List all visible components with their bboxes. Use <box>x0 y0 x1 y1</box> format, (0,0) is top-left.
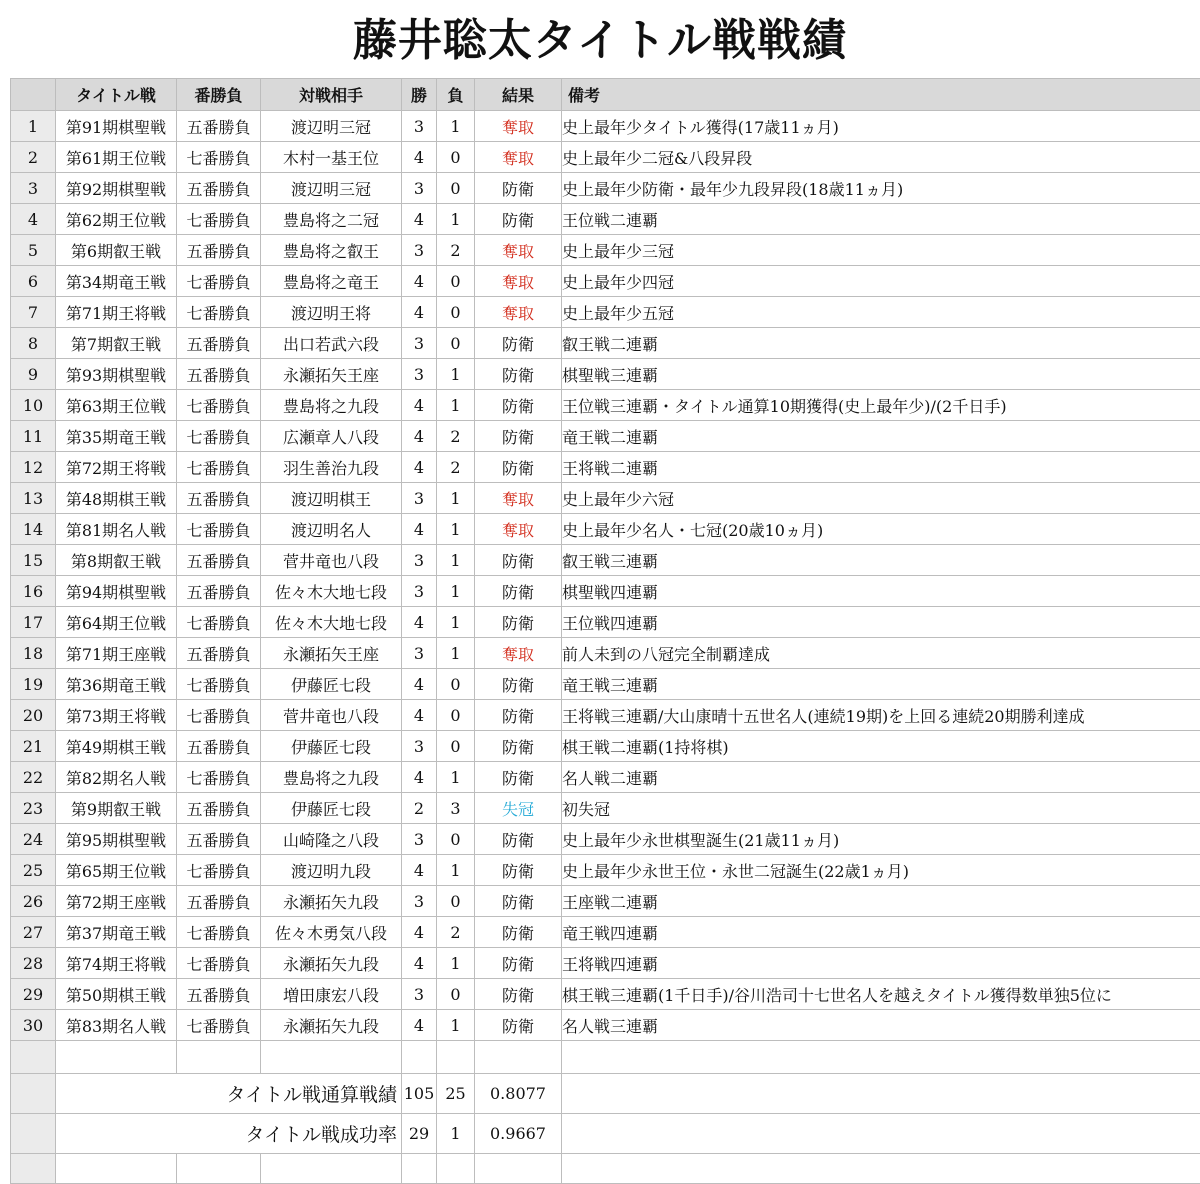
notes-cell: 王位戦三連覇・タイトル通算10期獲得(史上最年少)/(2千日手) <box>562 390 1200 421</box>
match-type-cell: 七番勝負 <box>177 142 261 173</box>
table-row <box>11 328 1200 359</box>
summary-losses: 25 <box>437 1074 475 1114</box>
wins-cell: 2 <box>402 793 437 824</box>
table-row <box>11 576 1200 607</box>
losses-cell: 1 <box>437 638 475 669</box>
result-cell: 防衛 <box>475 948 562 979</box>
notes-cell: 王将戦四連覇 <box>562 948 1200 979</box>
row-number: 16 <box>11 576 56 607</box>
row-number: 20 <box>11 700 56 731</box>
notes-cell: 史上最年少二冠&八段昇段 <box>562 142 1200 173</box>
title-cell: 第35期竜王戦 <box>56 421 177 452</box>
losses-cell: 0 <box>437 297 475 328</box>
losses-cell: 0 <box>437 173 475 204</box>
title-cell: 第8期叡王戦 <box>56 545 177 576</box>
title-cell: 第9期叡王戦 <box>56 793 177 824</box>
row-number: 1 <box>11 111 56 142</box>
summary-wins: 29 <box>402 1114 437 1154</box>
losses-cell: 0 <box>437 669 475 700</box>
row-number: 27 <box>11 917 56 948</box>
wins-cell: 4 <box>402 390 437 421</box>
row-number: 15 <box>11 545 56 576</box>
blank-row <box>11 1041 1200 1074</box>
losses-cell: 2 <box>437 421 475 452</box>
match-type-cell: 五番勝負 <box>177 793 261 824</box>
result-cell: 防衛 <box>475 421 562 452</box>
header-row <box>11 79 1200 111</box>
match-type-cell: 七番勝負 <box>177 452 261 483</box>
notes-cell: 王位戦二連覇 <box>562 204 1200 235</box>
match-type-cell: 五番勝負 <box>177 235 261 266</box>
table-row <box>11 235 1200 266</box>
row-number: 21 <box>11 731 56 762</box>
result-cell: 奪取 <box>475 483 562 514</box>
result-cell: 防衛 <box>475 390 562 421</box>
row-number: 24 <box>11 824 56 855</box>
title-cell: 第64期王位戦 <box>56 607 177 638</box>
match-type-cell: 七番勝負 <box>177 421 261 452</box>
losses-cell: 1 <box>437 762 475 793</box>
losses-cell: 3 <box>437 793 475 824</box>
title-cell: 第81期名人戦 <box>56 514 177 545</box>
match-type-cell: 五番勝負 <box>177 576 261 607</box>
notes-cell: 棋聖戦三連覇 <box>562 359 1200 390</box>
wins-cell: 3 <box>402 235 437 266</box>
title-cell: 第93期棋聖戦 <box>56 359 177 390</box>
title-cell: 第72期王将戦 <box>56 452 177 483</box>
losses-cell: 1 <box>437 1010 475 1041</box>
result-cell: 奪取 <box>475 638 562 669</box>
opponent-cell: 永瀬拓矢王座 <box>261 638 402 669</box>
opponent-cell: 渡辺明九段 <box>261 855 402 886</box>
match-type-cell: 五番勝負 <box>177 638 261 669</box>
match-type-cell: 五番勝負 <box>177 111 261 142</box>
losses-cell: 2 <box>437 452 475 483</box>
result-cell: 奪取 <box>475 142 562 173</box>
result-cell: 奪取 <box>475 235 562 266</box>
table-row <box>11 297 1200 328</box>
match-type-cell: 五番勝負 <box>177 545 261 576</box>
result-cell: 防衛 <box>475 1010 562 1041</box>
title-cell: 第6期叡王戦 <box>56 235 177 266</box>
title-cell: 第34期竜王戦 <box>56 266 177 297</box>
notes-cell: 王座戦二連覇 <box>562 886 1200 917</box>
summary-wins: 105 <box>402 1074 437 1114</box>
table-row <box>11 886 1200 917</box>
table-row <box>11 700 1200 731</box>
losses-cell: 2 <box>437 235 475 266</box>
row-number: 14 <box>11 514 56 545</box>
wins-cell: 4 <box>402 762 437 793</box>
result-cell: 奪取 <box>475 266 562 297</box>
table-row <box>11 173 1200 204</box>
summary-losses: 1 <box>437 1114 475 1154</box>
losses-cell: 1 <box>437 948 475 979</box>
match-type-cell: 七番勝負 <box>177 948 261 979</box>
blank-row <box>11 1154 1200 1184</box>
result-cell: 防衛 <box>475 204 562 235</box>
opponent-cell: 山崎隆之八段 <box>261 824 402 855</box>
notes-cell: 史上最年少永世王位・永世二冠誕生(22歳1ヵ月) <box>562 855 1200 886</box>
losses-cell: 2 <box>437 917 475 948</box>
row-number: 19 <box>11 669 56 700</box>
row-number: 11 <box>11 421 56 452</box>
table-row <box>11 111 1200 142</box>
title-cell: 第74期王将戦 <box>56 948 177 979</box>
opponent-cell: 豊島将之二冠 <box>261 204 402 235</box>
losses-cell: 1 <box>437 111 475 142</box>
opponent-cell: 羽生善治九段 <box>261 452 402 483</box>
opponent-cell: 永瀬拓矢九段 <box>261 948 402 979</box>
losses-cell: 0 <box>437 979 475 1010</box>
losses-cell: 0 <box>437 266 475 297</box>
losses-cell: 0 <box>437 824 475 855</box>
notes-cell: 竜王戦四連覇 <box>562 917 1200 948</box>
title-cell: 第83期名人戦 <box>56 1010 177 1041</box>
wins-cell: 4 <box>402 297 437 328</box>
row-number: 28 <box>11 948 56 979</box>
notes-cell: 王将戦三連覇/大山康晴十五世名人(連続19期)を上回る連続20期勝利達成 <box>562 700 1200 731</box>
header-losses: 負 <box>437 79 475 111</box>
result-cell: 防衛 <box>475 545 562 576</box>
row-number: 29 <box>11 979 56 1010</box>
header-opponent: 対戦相手 <box>261 79 402 111</box>
title-cell: 第48期棋王戦 <box>56 483 177 514</box>
match-type-cell: 七番勝負 <box>177 390 261 421</box>
wins-cell: 4 <box>402 452 437 483</box>
title-cell: 第94期棋聖戦 <box>56 576 177 607</box>
losses-cell: 1 <box>437 483 475 514</box>
losses-cell: 1 <box>437 545 475 576</box>
notes-cell: 史上最年少三冠 <box>562 235 1200 266</box>
table-row <box>11 607 1200 638</box>
result-cell: 奪取 <box>475 297 562 328</box>
result-cell: 防衛 <box>475 173 562 204</box>
result-cell: 奪取 <box>475 111 562 142</box>
row-number: 7 <box>11 297 56 328</box>
table-row <box>11 421 1200 452</box>
wins-cell: 3 <box>402 731 437 762</box>
wins-cell: 4 <box>402 948 437 979</box>
notes-cell: 王将戦二連覇 <box>562 452 1200 483</box>
table-row <box>11 948 1200 979</box>
table-row <box>11 762 1200 793</box>
notes-cell: 史上最年少五冠 <box>562 297 1200 328</box>
title-cell: 第82期名人戦 <box>56 762 177 793</box>
losses-cell: 0 <box>437 731 475 762</box>
notes-cell: 初失冠 <box>562 793 1200 824</box>
result-cell: 失冠 <box>475 793 562 824</box>
wins-cell: 4 <box>402 421 437 452</box>
row-number: 6 <box>11 266 56 297</box>
match-type-cell: 五番勝負 <box>177 886 261 917</box>
row-number: 9 <box>11 359 56 390</box>
opponent-cell: 渡辺明三冠 <box>261 111 402 142</box>
opponent-cell: 豊島将之九段 <box>261 390 402 421</box>
table-row <box>11 855 1200 886</box>
title-cell: 第71期王将戦 <box>56 297 177 328</box>
wins-cell: 4 <box>402 855 437 886</box>
losses-cell: 0 <box>437 700 475 731</box>
notes-cell: 史上最年少永世棋聖誕生(21歳11ヵ月) <box>562 824 1200 855</box>
match-type-cell: 五番勝負 <box>177 328 261 359</box>
row-number: 3 <box>11 173 56 204</box>
row-number: 25 <box>11 855 56 886</box>
wins-cell: 3 <box>402 824 437 855</box>
match-type-cell: 七番勝負 <box>177 204 261 235</box>
row-number: 4 <box>11 204 56 235</box>
wins-cell: 3 <box>402 328 437 359</box>
opponent-cell: 出口若武六段 <box>261 328 402 359</box>
match-type-cell: 五番勝負 <box>177 979 261 1010</box>
match-type-cell: 五番勝負 <box>177 173 261 204</box>
match-type-cell: 五番勝負 <box>177 483 261 514</box>
table-row <box>11 793 1200 824</box>
wins-cell: 4 <box>402 669 437 700</box>
match-type-cell: 七番勝負 <box>177 669 261 700</box>
losses-cell: 1 <box>437 514 475 545</box>
title-record-table <box>10 78 1200 1184</box>
opponent-cell: 伊藤匠七段 <box>261 669 402 700</box>
result-cell: 防衛 <box>475 328 562 359</box>
table-row <box>11 824 1200 855</box>
notes-cell: 史上最年少四冠 <box>562 266 1200 297</box>
header-corner-cell <box>11 79 56 111</box>
result-cell: 防衛 <box>475 979 562 1010</box>
header-wins: 勝 <box>402 79 437 111</box>
table-row <box>11 731 1200 762</box>
table-row <box>11 204 1200 235</box>
losses-cell: 1 <box>437 204 475 235</box>
table-row <box>11 638 1200 669</box>
opponent-cell: 豊島将之九段 <box>261 762 402 793</box>
match-type-cell: 七番勝負 <box>177 607 261 638</box>
result-cell: 防衛 <box>475 762 562 793</box>
wins-cell: 4 <box>402 142 437 173</box>
result-cell: 防衛 <box>475 452 562 483</box>
notes-cell: 竜王戦二連覇 <box>562 421 1200 452</box>
opponent-cell: 渡辺明棋王 <box>261 483 402 514</box>
table-row <box>11 514 1200 545</box>
title-cell: 第36期竜王戦 <box>56 669 177 700</box>
notes-cell: 棋聖戦四連覇 <box>562 576 1200 607</box>
summary-rate: 0.9667 <box>475 1114 562 1154</box>
opponent-cell: 広瀬章人八段 <box>261 421 402 452</box>
match-type-cell: 五番勝負 <box>177 731 261 762</box>
notes-cell: 史上最年少タイトル獲得(17歳11ヵ月) <box>562 111 1200 142</box>
match-type-cell: 七番勝負 <box>177 855 261 886</box>
row-number: 10 <box>11 390 56 421</box>
result-cell: 防衛 <box>475 731 562 762</box>
summary-row-total <box>11 1074 1200 1114</box>
header-result: 結果 <box>475 79 562 111</box>
opponent-cell: 伊藤匠七段 <box>261 793 402 824</box>
row-number: 30 <box>11 1010 56 1041</box>
notes-cell: 史上最年少名人・七冠(20歳10ヵ月) <box>562 514 1200 545</box>
wins-cell: 4 <box>402 607 437 638</box>
result-cell: 防衛 <box>475 607 562 638</box>
notes-cell: 名人戦三連覇 <box>562 1010 1200 1041</box>
notes-cell: 叡王戦三連覇 <box>562 545 1200 576</box>
header-notes: 備考 <box>562 79 1200 111</box>
opponent-cell: 菅井竜也八段 <box>261 545 402 576</box>
wins-cell: 3 <box>402 111 437 142</box>
match-type-cell: 五番勝負 <box>177 359 261 390</box>
title-cell: 第65期王位戦 <box>56 855 177 886</box>
title-cell: 第71期王座戦 <box>56 638 177 669</box>
opponent-cell: 佐々木大地七段 <box>261 607 402 638</box>
match-type-cell: 五番勝負 <box>177 824 261 855</box>
result-cell: 防衛 <box>475 576 562 607</box>
wins-cell: 3 <box>402 483 437 514</box>
summary-label: タイトル戦成功率 <box>56 1114 402 1154</box>
opponent-cell: 渡辺明王将 <box>261 297 402 328</box>
row-number: 23 <box>11 793 56 824</box>
opponent-cell: 木村一基王位 <box>261 142 402 173</box>
table-row <box>11 1010 1200 1041</box>
wins-cell: 4 <box>402 266 437 297</box>
opponent-cell: 伊藤匠七段 <box>261 731 402 762</box>
title-cell: 第7期叡王戦 <box>56 328 177 359</box>
result-cell: 防衛 <box>475 359 562 390</box>
row-number: 26 <box>11 886 56 917</box>
table-row <box>11 390 1200 421</box>
wins-cell: 4 <box>402 917 437 948</box>
wins-cell: 3 <box>402 545 437 576</box>
header-title: タイトル戦 <box>56 79 177 111</box>
match-type-cell: 七番勝負 <box>177 917 261 948</box>
row-number: 12 <box>11 452 56 483</box>
table-row <box>11 545 1200 576</box>
losses-cell: 1 <box>437 359 475 390</box>
match-type-cell: 七番勝負 <box>177 1010 261 1041</box>
result-cell: 防衛 <box>475 917 562 948</box>
title-cell: 第37期竜王戦 <box>56 917 177 948</box>
row-number: 13 <box>11 483 56 514</box>
summary-rate: 0.8077 <box>475 1074 562 1114</box>
notes-cell: 叡王戦二連覇 <box>562 328 1200 359</box>
row-number: 5 <box>11 235 56 266</box>
title-cell: 第73期王将戦 <box>56 700 177 731</box>
title-cell: 第61期王位戦 <box>56 142 177 173</box>
wins-cell: 3 <box>402 173 437 204</box>
losses-cell: 1 <box>437 390 475 421</box>
summary-row-success <box>11 1114 1200 1154</box>
table-row <box>11 266 1200 297</box>
wins-cell: 3 <box>402 886 437 917</box>
row-number: 17 <box>11 607 56 638</box>
match-type-cell: 七番勝負 <box>177 762 261 793</box>
result-cell: 防衛 <box>475 886 562 917</box>
match-type-cell: 七番勝負 <box>177 297 261 328</box>
title-cell: 第63期王位戦 <box>56 390 177 421</box>
opponent-cell: 渡辺明三冠 <box>261 173 402 204</box>
title-cell: 第92期棋聖戦 <box>56 173 177 204</box>
table-row <box>11 669 1200 700</box>
table-row <box>11 359 1200 390</box>
wins-cell: 4 <box>402 514 437 545</box>
title-cell: 第62期王位戦 <box>56 204 177 235</box>
match-type-cell: 七番勝負 <box>177 514 261 545</box>
notes-cell: 棋王戦二連覇(1持将棋) <box>562 731 1200 762</box>
opponent-cell: 佐々木勇気八段 <box>261 917 402 948</box>
notes-cell: 竜王戦三連覇 <box>562 669 1200 700</box>
wins-cell: 3 <box>402 576 437 607</box>
opponent-cell: 豊島将之竜王 <box>261 266 402 297</box>
page-title: 藤井聡太タイトル戦戦績 <box>0 0 1200 78</box>
table-body <box>11 111 1200 1041</box>
table-row <box>11 917 1200 948</box>
result-cell: 奪取 <box>475 514 562 545</box>
notes-cell: 棋王戦三連覇(1千日手)/谷川浩司十七世名人を越えタイトル獲得数単独5位に <box>562 979 1200 1010</box>
row-number: 2 <box>11 142 56 173</box>
opponent-cell: 永瀬拓矢九段 <box>261 1010 402 1041</box>
result-cell: 防衛 <box>475 824 562 855</box>
table-row <box>11 979 1200 1010</box>
match-type-cell: 七番勝負 <box>177 266 261 297</box>
result-cell: 防衛 <box>475 669 562 700</box>
table-row <box>11 452 1200 483</box>
notes-cell: 名人戦二連覇 <box>562 762 1200 793</box>
table-row <box>11 483 1200 514</box>
header-match-type: 番勝負 <box>177 79 261 111</box>
wins-cell: 4 <box>402 1010 437 1041</box>
result-cell: 防衛 <box>475 855 562 886</box>
title-cell: 第49期棋王戦 <box>56 731 177 762</box>
table-row <box>11 142 1200 173</box>
title-cell: 第50期棋王戦 <box>56 979 177 1010</box>
title-cell: 第91期棋聖戦 <box>56 111 177 142</box>
notes-cell: 王位戦四連覇 <box>562 607 1200 638</box>
losses-cell: 0 <box>437 328 475 359</box>
opponent-cell: 菅井竜也八段 <box>261 700 402 731</box>
opponent-cell: 豊島将之叡王 <box>261 235 402 266</box>
result-cell: 防衛 <box>475 700 562 731</box>
summary-label: タイトル戦通算戦績 <box>56 1074 402 1114</box>
wins-cell: 3 <box>402 638 437 669</box>
opponent-cell: 永瀬拓矢王座 <box>261 359 402 390</box>
losses-cell: 1 <box>437 607 475 638</box>
opponent-cell: 渡辺明名人 <box>261 514 402 545</box>
wins-cell: 4 <box>402 204 437 235</box>
notes-cell: 前人未到の八冠完全制覇達成 <box>562 638 1200 669</box>
losses-cell: 1 <box>437 855 475 886</box>
opponent-cell: 増田康宏八段 <box>261 979 402 1010</box>
wins-cell: 3 <box>402 979 437 1010</box>
row-number: 22 <box>11 762 56 793</box>
title-cell: 第95期棋聖戦 <box>56 824 177 855</box>
wins-cell: 4 <box>402 700 437 731</box>
row-number: 8 <box>11 328 56 359</box>
match-type-cell: 七番勝負 <box>177 700 261 731</box>
losses-cell: 0 <box>437 886 475 917</box>
title-cell: 第72期王座戦 <box>56 886 177 917</box>
losses-cell: 1 <box>437 576 475 607</box>
wins-cell: 3 <box>402 359 437 390</box>
row-number: 18 <box>11 638 56 669</box>
opponent-cell: 永瀬拓矢九段 <box>261 886 402 917</box>
losses-cell: 0 <box>437 142 475 173</box>
notes-cell: 史上最年少防衛・最年少九段昇段(18歳11ヵ月) <box>562 173 1200 204</box>
opponent-cell: 佐々木大地七段 <box>261 576 402 607</box>
notes-cell: 史上最年少六冠 <box>562 483 1200 514</box>
